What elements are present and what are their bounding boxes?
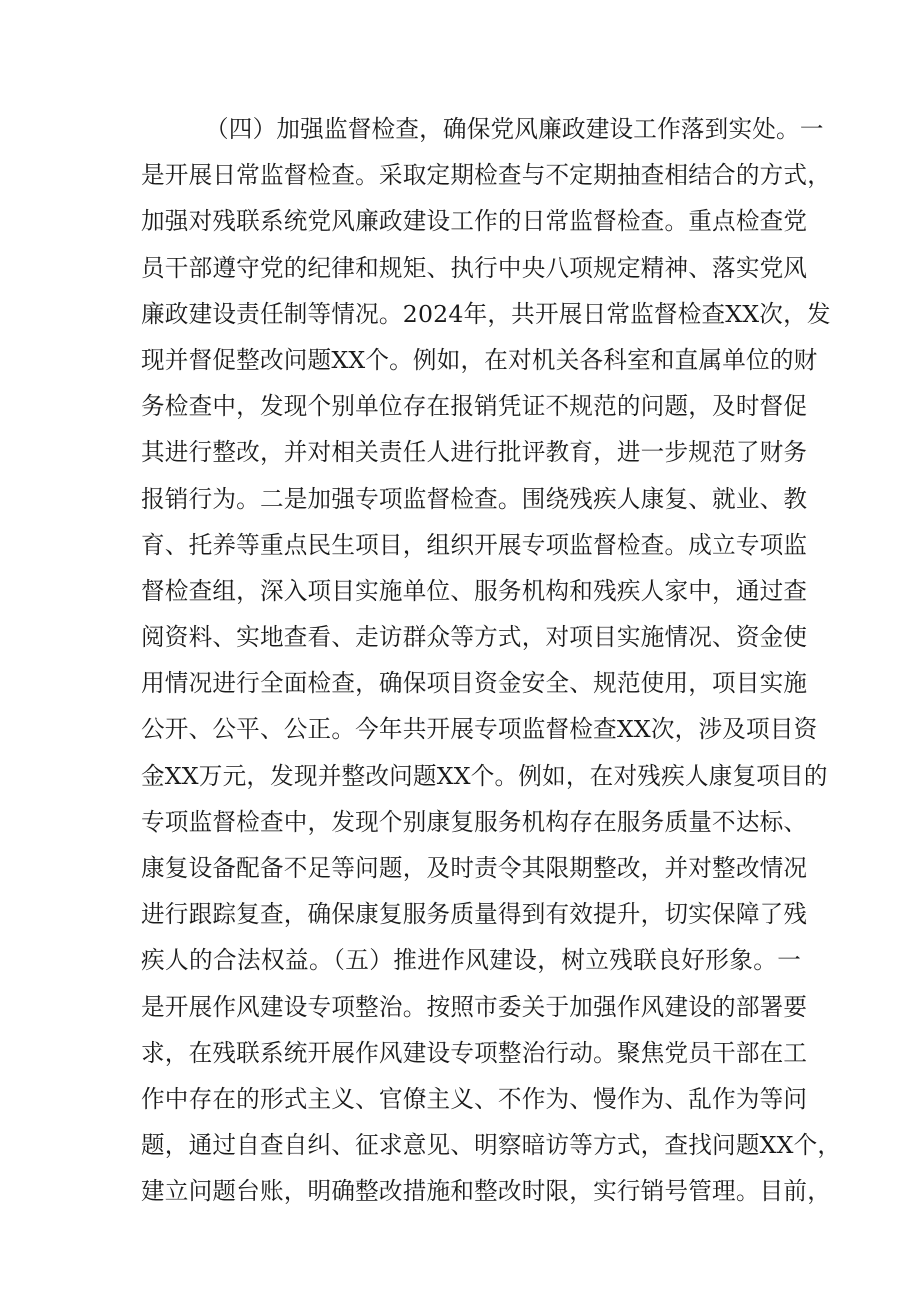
text-line: 员干部遵守党的纪律和规矩、执行中央八项规定精神、落实党风 — [141, 253, 808, 282]
text-line: 专项监督检查中，发现个别康复服务机构存在服务质量不达标、 — [141, 807, 808, 836]
text-line: 用情况进行全面检查，确保项目资金安全、规范使用，项目实施 — [141, 669, 808, 698]
text-line: 督检查组，深入项目实施单位、服务机构和残疾人家中，通过查 — [141, 576, 808, 605]
text-line: 育、托养等重点民生项目，组织开展专项监督检查。成立专项监 — [141, 530, 808, 559]
text-line: 题，通过自查自纠、征求意见、明察暗访等方式，查找问题XX个， — [141, 1131, 842, 1160]
text-line: 作中存在的形式主义、官僚主义、不作为、慢作为、乱作为等问 — [141, 1084, 808, 1113]
text-line: 进行跟踪复查，确保康复服务质量得到有效提升，切实保障了残 — [141, 900, 808, 929]
text-line: 务检查中，发现个别单位存在报销凭证不规范的问题，及时督促 — [141, 392, 808, 421]
body-paragraph — [141, 106, 842, 1215]
text-line: 现并督促整改问题XX个。例如，在对机关各科室和直属单位的财 — [141, 345, 818, 374]
text-line: 金XX万元，发现并整改问题XX个。例如，在对残疾人康复项目的 — [141, 761, 828, 790]
text-line: 疾人的合法权益。（五）推进作风建设，树立残联良好形象。一 — [141, 946, 801, 975]
text-line: 报销行为。二是加强专项监督检查。围绕残疾人康复、就业、教 — [141, 484, 808, 513]
text-line: 建立问题台账，明确整改措施和整改时限，实行销号管理。目前， — [141, 1177, 832, 1206]
text-line: 求，在残联系统开展作风建设专项整治行动。聚焦党员干部在工 — [141, 1038, 808, 1067]
text-line: 加强对残联系统党风廉政建设工作的日常监督检查。重点检查党 — [141, 207, 808, 236]
text-line: 其进行整改，并对相关责任人进行批评教育，进一步规范了财务 — [141, 438, 808, 467]
text-line: 是开展作风建设专项整治。按照市委关于加强作风建设的部署要 — [141, 992, 808, 1021]
text-line: 是开展日常监督检查。采取定期检查与不定期抽查相结合的方式， — [141, 161, 832, 190]
text-line: 康复设备配备不足等问题，及时责令其限期整改，并对整改情况 — [141, 854, 808, 882]
text-line: 公开、公平、公正。今年共开展专项监督检查XX次，涉及项目资 — [141, 715, 818, 744]
text-line: （四）加强监督检查，确保党风廉政建设工作落到实处。一 — [205, 115, 824, 143]
text-line: 廉政建设责任制等情况。2024年，共开展日常监督检查XX次，发 — [141, 299, 831, 328]
text-line: 阅资料、实地查看、走访群众等方式，对项目实施情况、资金使 — [141, 623, 808, 652]
